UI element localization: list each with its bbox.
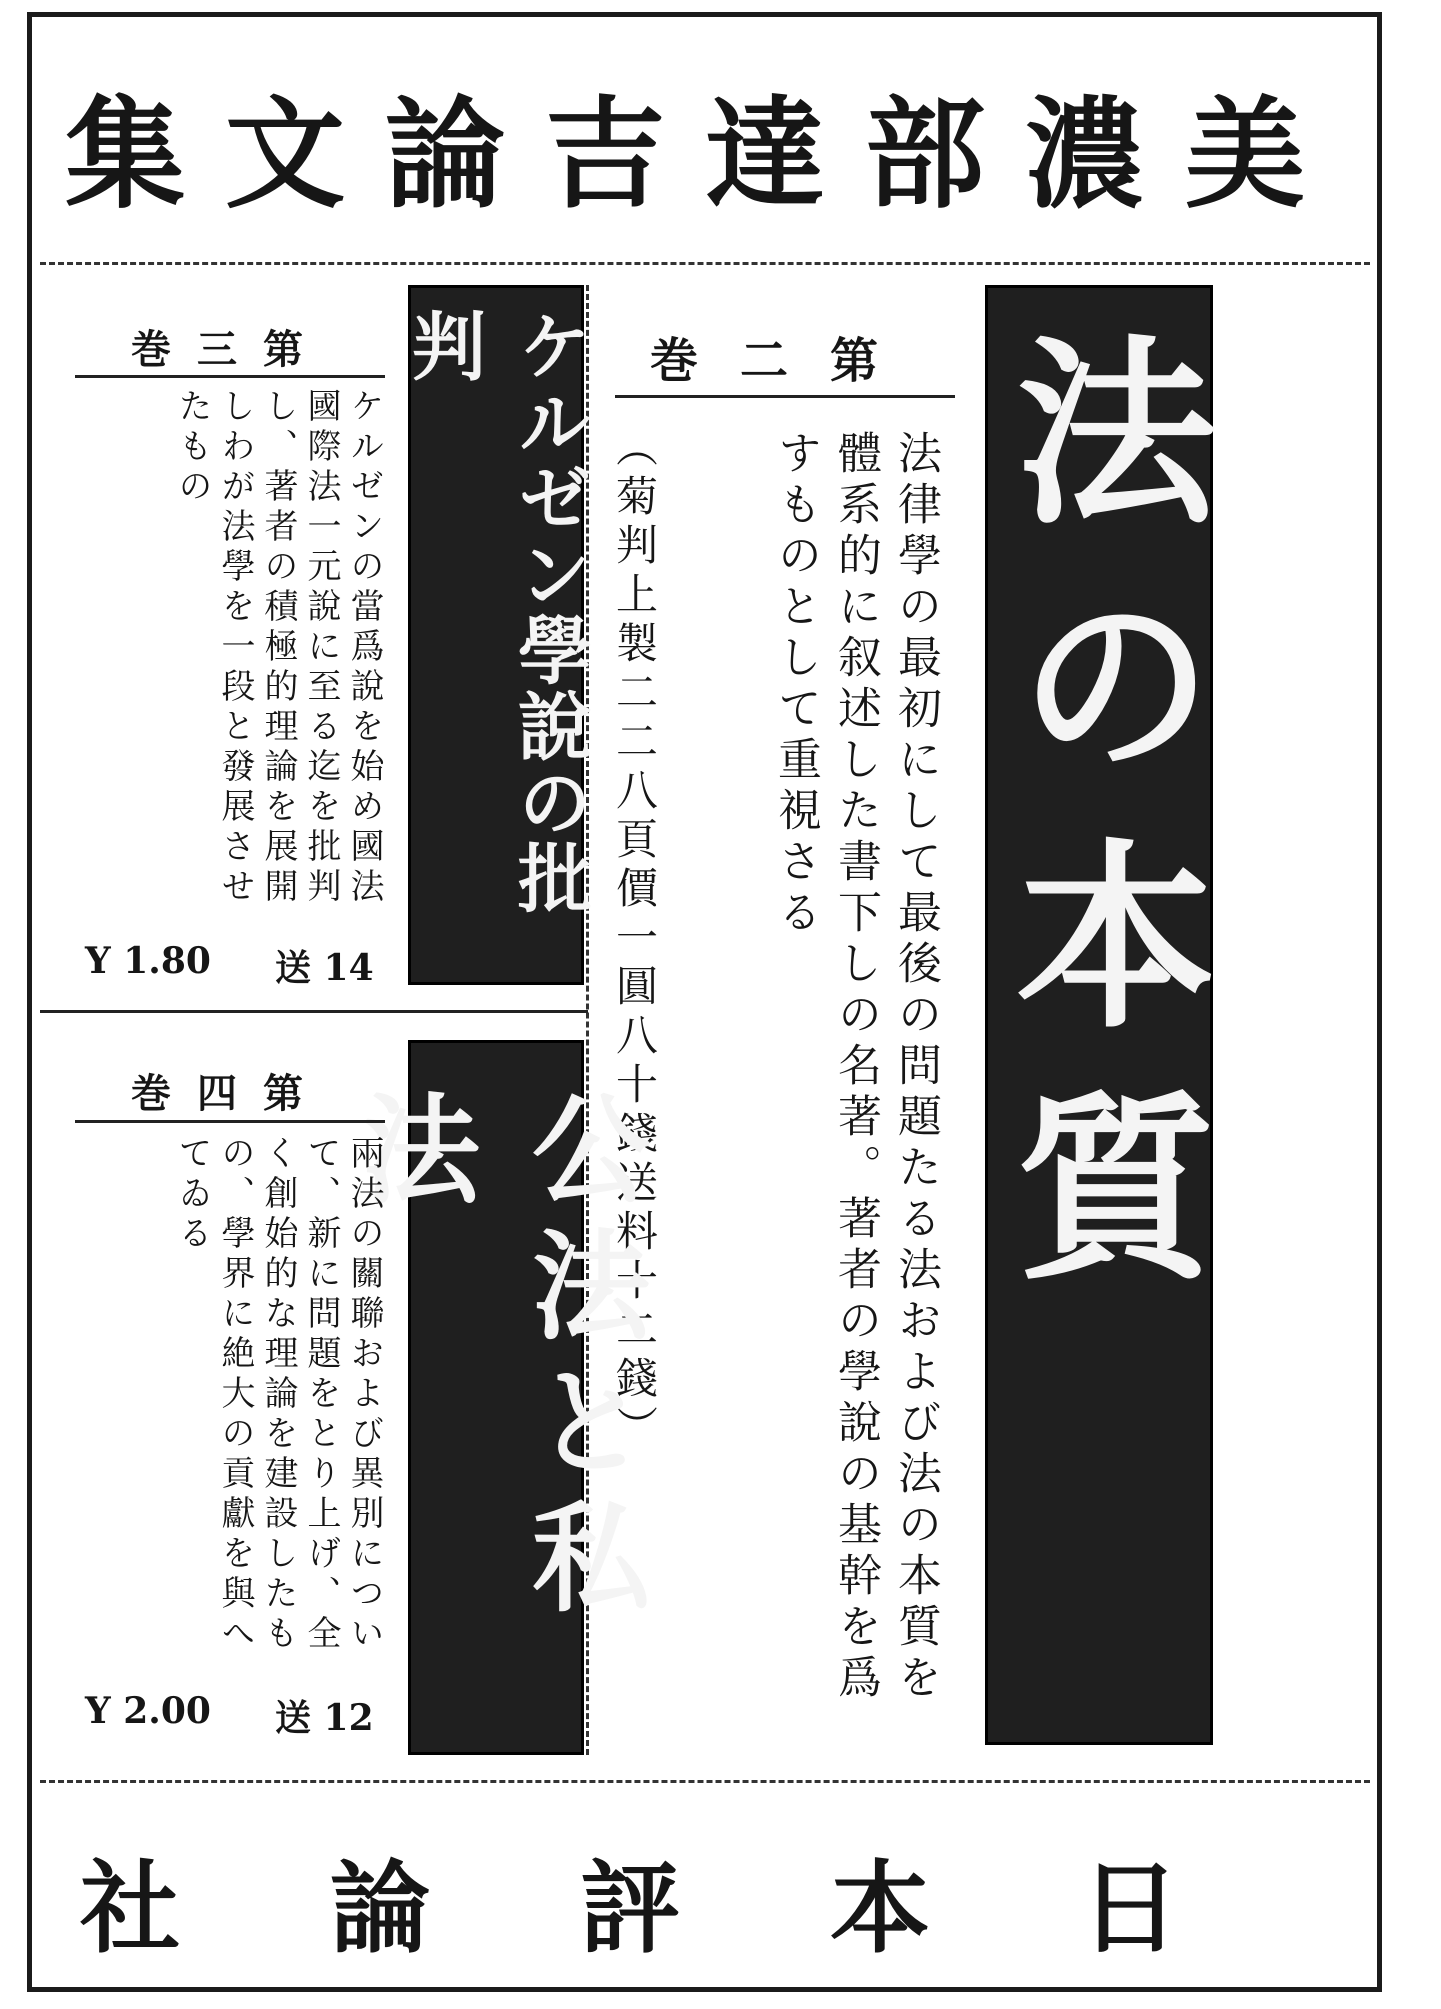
volume2-label-rule bbox=[615, 395, 955, 398]
volume4-description: 兩法の關聯および異別について、新に問題をとり上げ、全く創始的な理論を建設したもの、學界に絶大の貢獻を與へてゐる bbox=[172, 1135, 384, 1655]
volume3-label-rule bbox=[75, 375, 385, 378]
volume4-title: 公法と私法 bbox=[342, 1088, 650, 1632]
volume2-title: 法の本質 bbox=[982, 328, 1216, 1336]
header-divider bbox=[40, 262, 1370, 265]
volume3-label: 第三巻 bbox=[131, 327, 329, 373]
volume4-postage: 送 12 bbox=[275, 1697, 374, 1739]
volume2-description: 法律學の最初にして最後の問題たる法および法の本質を體系的に叙述した書下しの名著。著者の學說の基幹を爲すものとして重視さる bbox=[770, 430, 941, 1705]
volume4-label-rule bbox=[75, 1120, 385, 1123]
volume3-description: ケルゼンの當爲說を始め國法國際法一元說に至る迄を批判し、著者の積極的理論を展開しわが法學を一段と發展させたもの bbox=[172, 388, 384, 908]
left-column-divider bbox=[40, 1010, 588, 1013]
volume2-label: 第二巻 bbox=[649, 333, 920, 389]
footer-divider bbox=[40, 1780, 1370, 1783]
volume2-title-banner bbox=[982, 285, 1216, 1745]
volume2-details: （菊判上製二二八頁價一圓八十錢送料十二錢） bbox=[610, 425, 659, 1454]
volume3-title-banner bbox=[400, 285, 592, 985]
volume3-title: ケルゼン學說の批判 bbox=[400, 308, 592, 916]
publisher-name: 日本評論社 bbox=[80, 1850, 1330, 1967]
volume4-price: Y 2.00 bbox=[85, 1690, 211, 1732]
volume4-title-banner bbox=[342, 1040, 650, 1755]
volume3-price: Y 1.80 bbox=[85, 940, 211, 982]
series-title: 美濃部達吉論文集 bbox=[65, 86, 1345, 225]
volume4-label: 第四巻 bbox=[131, 1071, 329, 1117]
volume3-postage: 送 14 bbox=[275, 947, 374, 989]
